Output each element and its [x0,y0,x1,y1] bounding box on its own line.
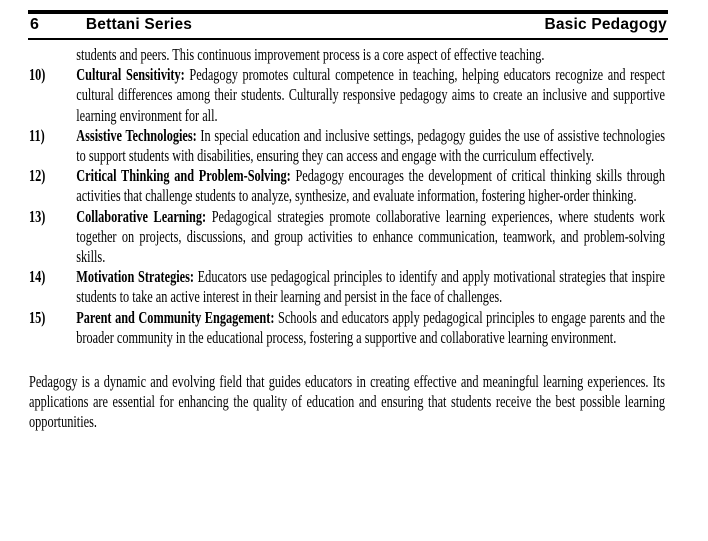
page-body [29,45,665,433]
list-item-text [76,207,665,268]
book-title: Basic Pedagogy [544,16,667,33]
list-item [29,207,665,268]
list-item-number: 15) [29,307,46,327]
list-item-title: Assistive Technologies: [76,125,201,145]
header-row [28,10,668,40]
list-item-body: Pedagogy promotes cultural competence in teaching, helping educators recognize and respect cultural differences among their students. Culturally responsive pedagogy aims to create an inclusive and supportive learning environment for all. [76,65,665,125]
numbered-list [29,65,665,348]
list-item [29,308,665,348]
list-item-body: Pedagogy encourages the development of critical thinking skills through activities that challenge students to analyze, synthesize, and evaluate information, fostering higher-order thinking. [76,166,666,206]
list-item-number: 14) [29,267,46,287]
list-item-body: Educators use pedagogical principles to identify and apply motivational strategies that inspire students to take an active interest in their learning and persist in the face of challenges. [76,267,665,307]
list-item-number: 11) [29,125,45,145]
list-item [29,267,665,307]
list-item-title: Parent and Community Engagement: [76,307,278,327]
list-item-title: Collaborative Learning: [76,206,212,226]
list-item-text [76,166,665,206]
closing-paragraph: Pedagogy is a dynamic and evolving field that guides educators in creating effective and meaningful learning experiences. Its applications are essential for enhancing the quality of education and ensuring that students receive the best possible learning opportunities. [29,372,665,432]
list-item-title: Cultural Sensitivity: [76,65,190,85]
continuation-paragraph: students and peers. This continuous improvement process is a core aspect of effective teaching. [76,45,545,64]
list-item-number: 12) [29,166,46,186]
list-item-body: Schools and educators apply pedagogical principles to engage parents and the broader community in the educational process, fostering a supportive and collaborative learning environment. [76,307,665,347]
list-item-text [76,308,665,348]
series-badge: Bettani Series [85,16,193,33]
list-item-text [76,267,665,307]
list-item [29,126,665,166]
list-item-number: 10) [29,65,46,85]
list-item-number: 13) [29,206,46,226]
list-item [29,65,665,126]
list-item-title: Critical Thinking and Problem-Solving: [76,166,296,186]
list-item [29,166,665,206]
list-item-text [76,126,665,166]
page-header [28,10,668,40]
page-number: 6 [30,16,39,33]
list-item-title: Motivation Strategies: [76,267,198,287]
list-item-body: In special education and inclusive settings, pedagogy guides the use of assistive technologies to support students with disabilities, ensuring they can access and engage with the curriculum effectively. [76,125,665,166]
list-item-body: Pedagogical strategies promote collaborative learning experiences, where students work together on projects, discussions, and group activities to enhance communication, teamwork, and problem-solving skills. [76,206,665,267]
list-item-text [76,65,665,126]
